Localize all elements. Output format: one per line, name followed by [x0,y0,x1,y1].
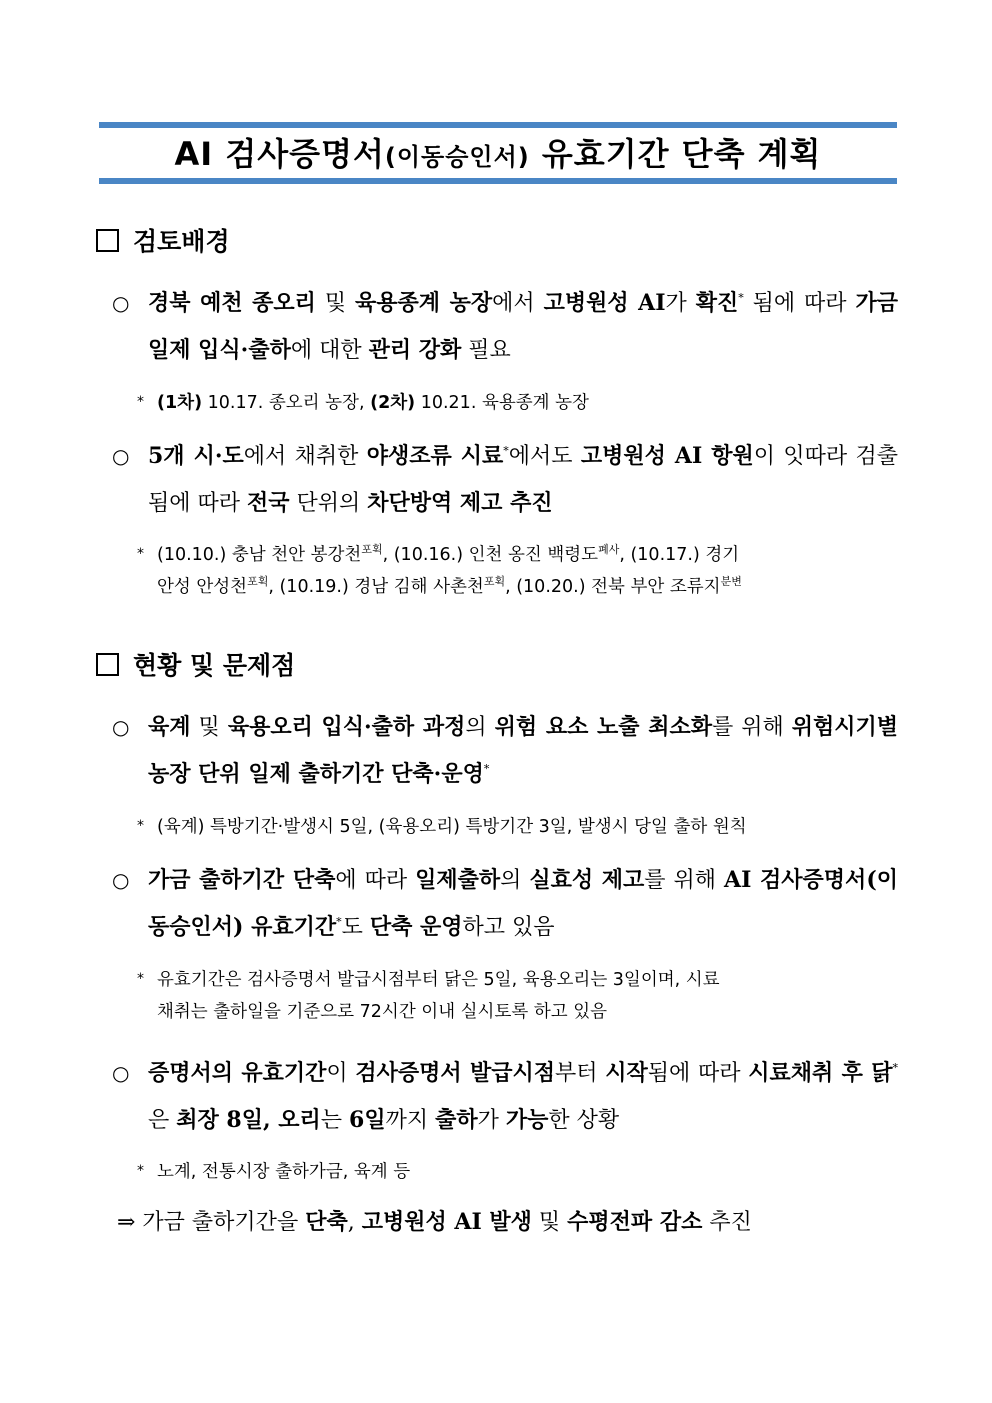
section-heading-status-issues: 현황 및 문제점 [96,649,295,683]
asterisk-icon: * [137,971,144,987]
bullet-item: ○ 경북 예천 종오리 및 육용종계 농장에서 고병원성 AI가 확진* 됨에 따라 가금 일제 입식·출하에 대한 관리 강화 필요 [112,280,898,374]
bullet-item: ○ 증명서의 유효기간이 검사증명서 발급시점부터 시작됨에 따라 시료채취 후 닭*은 최장 8일, 오리는 6일까지 출하가 가능한 상황 [112,1050,898,1144]
section-heading-background: 검토배경 [96,225,230,259]
footnote: * (육계) 특방기간·발생시 5일, (육용오리) 특방기간 3일, 발생시 당일 출하 원칙 [137,810,897,843]
asterisk-icon: * [137,1163,144,1179]
checkbox-square-icon [96,653,119,676]
circle-bullet-icon: ○ [112,715,130,739]
asterisk-icon: * [137,394,144,410]
title-box [99,122,897,184]
bullet-item: ○ 5개 시·도에서 채취한 야생조류 시료*에서도 고병원성 AI 항원이 잇따라 검출됨에 따라 전국 단위의 차단방역 제고 추진 [112,433,898,527]
asterisk-icon: * [137,546,144,562]
footnote: * 유효기간은 검사증명서 발급시점부터 닭은 5일, 육용오리는 3일이며, 시료 채취는 출하일을 기준으로 72시간 이내 실시토록 하고 있음 [137,963,897,1028]
circle-bullet-icon: ○ [112,868,130,892]
footnote: * (10.10.) 충남 천안 봉강천$^{포획}$, (10.16.) 인천 옹진 백령도$^{폐사}$, (10.17.) 경기 안성 안성천$^{포획}$, (10.19.) 경남 김해 사촌천$^{포획}$, (10.20.) 전북 부안 조류지$^{분변}$ [137,538,897,603]
double-arrow-icon: ⇒ [117,1210,136,1235]
bullet-item: ○ 육계 및 육용오리 입식·출하 과정의 위험 요소 노출 최소화를 위해 위험시기별 농장 단위 일제 출하기간 단축·운영* [112,704,898,798]
circle-bullet-icon: ○ [112,1061,130,1085]
asterisk-icon: * [137,818,144,834]
conclusion-line: ⇒ 가금 출하기간을 단축, 고병원성 AI 발생 및 수평전파 감소 추진 [117,1209,752,1235]
circle-bullet-icon: ○ [112,444,130,468]
title-bottom-rule [99,178,897,184]
footnote: * (1차) 10.17. 종오리 농장, (2차) 10.21. 육용종계 농장 [137,386,897,419]
circle-bullet-icon: ○ [112,291,130,315]
bullet-item: ○ 가금 출하기간 단축에 따라 일제출하의 실효성 제고를 위해 AI 검사증명서(이동승인서) 유효기간*도 단축 운영하고 있음 [112,857,898,951]
checkbox-square-icon [96,229,119,252]
title-top-rule [99,122,897,128]
document-title: AI 검사증명서(이동승인서) 유효기간 단축 계획 [174,135,822,173]
footnote: * 노계, 전통시장 출하가금, 육계 등 [137,1155,897,1188]
